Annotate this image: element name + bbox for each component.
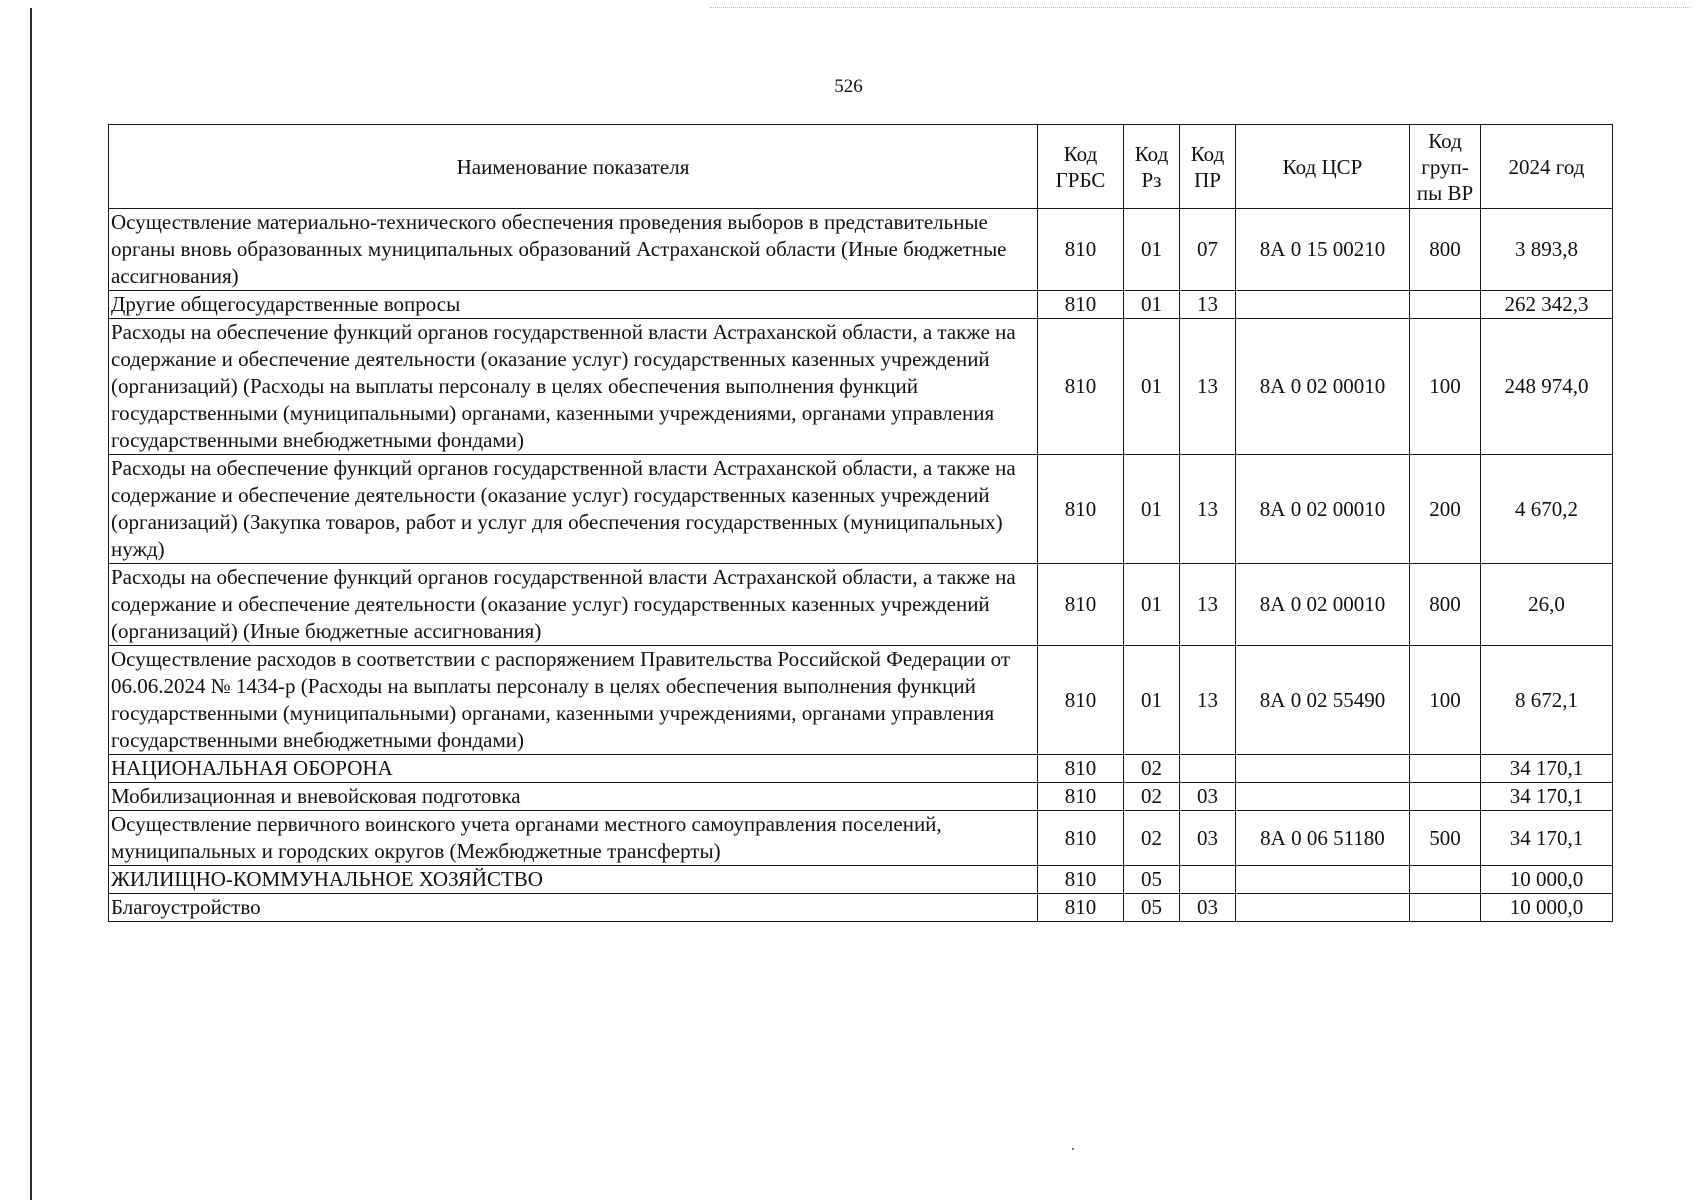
- row-rz: 01: [1124, 319, 1180, 455]
- row-vr: 500: [1410, 811, 1481, 866]
- row-name: Расходы на обеспечение функций органов государственной власти Астраханской области, а также на содержание и обеспечение деятельности (оказание услуг) государственных казенных учреждений (организаций) (Иные бюджетные ассигнования): [109, 564, 1038, 646]
- row-csr: [1236, 755, 1410, 783]
- row-amount: 8 672,1: [1481, 646, 1613, 755]
- row-vr: [1410, 783, 1481, 811]
- row-grbs: 810: [1038, 811, 1124, 866]
- row-rz: 02: [1124, 783, 1180, 811]
- table-row: [109, 455, 1613, 564]
- row-amount: 248 974,0: [1481, 319, 1613, 455]
- row-vr: 200: [1410, 455, 1481, 564]
- row-name: НАЦИОНАЛЬНАЯ ОБОРОНА: [109, 755, 1038, 783]
- header-pr: Код ПР: [1180, 125, 1236, 209]
- row-pr: [1180, 755, 1236, 783]
- header-year: 2024 год: [1481, 125, 1613, 209]
- header-name: Наименование показателя: [109, 125, 1038, 209]
- table-row: [109, 646, 1613, 755]
- header-grbs: Код ГРБС: [1038, 125, 1124, 209]
- row-grbs: 810: [1038, 755, 1124, 783]
- table-header-row: [109, 125, 1613, 209]
- row-amount: 34 170,1: [1481, 811, 1613, 866]
- page-number: 526: [834, 76, 863, 97]
- row-amount: 10 000,0: [1481, 866, 1613, 894]
- row-pr: 03: [1180, 894, 1236, 922]
- row-csr: [1236, 291, 1410, 319]
- row-grbs: 810: [1038, 646, 1124, 755]
- row-amount: 262 342,3: [1481, 291, 1613, 319]
- row-name: Осуществление расходов в соответствии с распоряжением Правительства Российской Федерации от 06.06.2024 № 1434-р (Расходы на выплаты персоналу в целях обеспечения выполнения функций государственными (муниципальными) органами, казенными учреждениями, органами управления государственными внебюджетными фондами): [109, 646, 1038, 755]
- row-amount: 4 670,2: [1481, 455, 1613, 564]
- row-grbs: 810: [1038, 783, 1124, 811]
- row-rz: 01: [1124, 646, 1180, 755]
- scan-edge-line: [30, 8, 32, 1200]
- row-grbs: 810: [1038, 866, 1124, 894]
- row-amount: 10 000,0: [1481, 894, 1613, 922]
- row-amount: 34 170,1: [1481, 755, 1613, 783]
- row-csr: [1236, 783, 1410, 811]
- row-csr: 8А 0 06 51180: [1236, 811, 1410, 866]
- row-csr: 8А 0 02 55490: [1236, 646, 1410, 755]
- table-row: [109, 755, 1613, 783]
- row-vr: 100: [1410, 319, 1481, 455]
- row-amount: 26,0: [1481, 564, 1613, 646]
- row-name: Благоустройство: [109, 894, 1038, 922]
- row-grbs: 810: [1038, 291, 1124, 319]
- row-pr: 07: [1180, 209, 1236, 291]
- row-pr: 03: [1180, 811, 1236, 866]
- header-rz: Код Рз: [1124, 125, 1180, 209]
- row-rz: 01: [1124, 209, 1180, 291]
- table-row: [109, 894, 1613, 922]
- table-row: [109, 866, 1613, 894]
- row-csr: [1236, 866, 1410, 894]
- table-row: [109, 783, 1613, 811]
- table-row: [109, 209, 1613, 291]
- row-csr: 8А 0 15 00210: [1236, 209, 1410, 291]
- row-csr: 8А 0 02 00010: [1236, 319, 1410, 455]
- table-row: [109, 319, 1613, 455]
- row-rz: 05: [1124, 894, 1180, 922]
- scan-noise-line: [710, 7, 1690, 8]
- row-csr: [1236, 894, 1410, 922]
- row-rz: 01: [1124, 455, 1180, 564]
- row-pr: [1180, 866, 1236, 894]
- row-rz: 01: [1124, 291, 1180, 319]
- row-rz: 02: [1124, 811, 1180, 866]
- row-pr: 13: [1180, 291, 1236, 319]
- row-vr: [1410, 894, 1481, 922]
- row-name: Мобилизационная и вневойсковая подготовка: [109, 783, 1038, 811]
- row-pr: 13: [1180, 646, 1236, 755]
- row-name: Осуществление первичного воинского учета органами местного самоуправления поселений, муниципальных и городских округов (Межбюджетные трансферты): [109, 811, 1038, 866]
- table-row: [109, 291, 1613, 319]
- row-name: ЖИЛИЩНО-КОММУНАЛЬНОЕ ХОЗЯЙСТВО: [109, 866, 1038, 894]
- table-row: [109, 811, 1613, 866]
- row-name: Другие общегосударственные вопросы: [109, 291, 1038, 319]
- row-name: Расходы на обеспечение функций органов государственной власти Астраханской области, а также на содержание и обеспечение деятельности (оказание услуг) государственных казенных учреждений (организаций) (Закупка товаров, работ и услуг для обеспечения государственных (муниципальных) нужд): [109, 455, 1038, 564]
- row-grbs: 810: [1038, 319, 1124, 455]
- row-vr: 800: [1410, 564, 1481, 646]
- row-grbs: 810: [1038, 209, 1124, 291]
- row-amount: 34 170,1: [1481, 783, 1613, 811]
- row-vr: 800: [1410, 209, 1481, 291]
- row-grbs: 810: [1038, 564, 1124, 646]
- scan-speck: [1072, 1148, 1074, 1150]
- row-vr: [1410, 866, 1481, 894]
- row-vr: 100: [1410, 646, 1481, 755]
- row-name: Расходы на обеспечение функций органов государственной власти Астраханской области, а также на содержание и обеспечение деятельности (оказание услуг) государственных казенных учреждений (организаций) (Расходы на выплаты персоналу в целях обеспечения выполнения функций государственными (муниципальными) органами, казенными учреждениями, органами управления государственными внебюджетными фондами): [109, 319, 1038, 455]
- row-vr: [1410, 755, 1481, 783]
- row-rz: 02: [1124, 755, 1180, 783]
- header-csr: Код ЦСР: [1236, 125, 1410, 209]
- row-vr: [1410, 291, 1481, 319]
- row-csr: 8А 0 02 00010: [1236, 455, 1410, 564]
- row-rz: 01: [1124, 564, 1180, 646]
- header-vr: Код груп-пы ВР: [1410, 125, 1481, 209]
- row-rz: 05: [1124, 866, 1180, 894]
- row-name: Осуществление материально-технического обеспечения проведения выборов в представительные органы вновь образованных муниципальных образований Астраханской области (Иные бюджетные ассигнования): [109, 209, 1038, 291]
- row-pr: 03: [1180, 783, 1236, 811]
- row-amount: 3 893,8: [1481, 209, 1613, 291]
- row-grbs: 810: [1038, 894, 1124, 922]
- budget-table: [108, 124, 1613, 922]
- row-csr: 8А 0 02 00010: [1236, 564, 1410, 646]
- row-grbs: 810: [1038, 455, 1124, 564]
- row-pr: 13: [1180, 455, 1236, 564]
- row-pr: 13: [1180, 564, 1236, 646]
- table-row: [109, 564, 1613, 646]
- row-pr: 13: [1180, 319, 1236, 455]
